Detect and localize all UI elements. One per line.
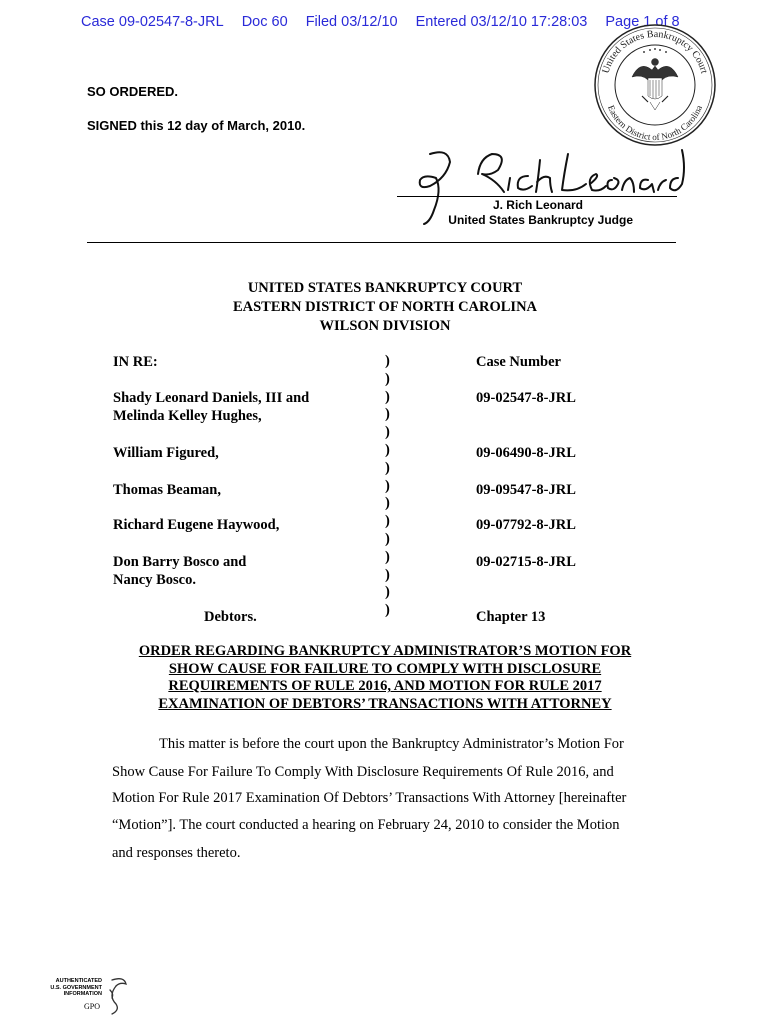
chapter-label: Chapter 13 bbox=[476, 609, 546, 625]
caption-paren: ) bbox=[385, 424, 390, 441]
body-line-4: “Motion”]. The court conducted a hearing on February 24, 2010 to consider the Motion bbox=[112, 817, 620, 833]
entered-date-stamp: Entered 03/12/10 17:28:03 bbox=[415, 14, 588, 30]
order-title bbox=[0, 643, 770, 713]
order-title-line-1: ORDER REGARDING BANKRUPTCY ADMINISTRATOR’S MOTION FOR bbox=[138, 643, 632, 659]
section-divider bbox=[87, 242, 676, 243]
caption-paren: ) bbox=[385, 406, 390, 423]
svg-text:United States Bankruptcy Court: United States Bankruptcy Court bbox=[600, 28, 710, 75]
svg-text:Eastern District of North Caro: Eastern District of North Carolina bbox=[605, 103, 704, 143]
body-line-5: and responses thereto. bbox=[112, 845, 241, 861]
court-division: WILSON DIVISION bbox=[319, 318, 451, 334]
party-1-case-number: 09-02547-8-JRL bbox=[476, 390, 576, 406]
caption-paren: ) bbox=[385, 441, 390, 458]
court-district: EASTERN DISTRICT OF NORTH CAROLINA bbox=[232, 299, 538, 315]
party-2-line-1: William Figured, bbox=[113, 445, 219, 461]
body-line-3: Motion For Rule 2017 Examination Of Debtors’ Transactions With Attorney [hereinafter bbox=[112, 790, 627, 806]
caption-paren: ) bbox=[385, 477, 390, 494]
party-5-line-1: Don Barry Bosco and bbox=[113, 554, 247, 570]
caption-paren: ) bbox=[385, 530, 390, 547]
party-5-case-number: 09-02715-8-JRL bbox=[476, 554, 576, 570]
caption-paren: ) bbox=[385, 548, 390, 565]
debtors-label: Debtors. bbox=[204, 609, 257, 625]
party-1-line-1: Shady Leonard Daniels, III and bbox=[113, 390, 310, 406]
order-title-line-2: SHOW CAUSE FOR FAILURE TO COMPLY WITH DISCLOSURE bbox=[168, 660, 602, 677]
court-seal-icon bbox=[592, 22, 718, 148]
case-number-stamp: Case 09-02547-8-JRL bbox=[81, 14, 224, 30]
caption-paren: ) bbox=[385, 459, 390, 476]
in-re-label: IN RE: bbox=[113, 354, 158, 370]
case-number-label: Case Number bbox=[476, 354, 561, 370]
party-2-case-number: 09-06490-8-JRL bbox=[476, 445, 576, 461]
filed-date-stamp: Filed 03/12/10 bbox=[305, 14, 398, 30]
party-3-line-1: Thomas Beaman, bbox=[113, 482, 221, 498]
page-count-stamp: Page 1 of 8 bbox=[605, 14, 680, 30]
caption-paren: ) bbox=[385, 370, 390, 387]
body-line-1: This matter is before the court upon the Bankruptcy Administrator’s Motion For bbox=[159, 736, 624, 752]
body-line-2: Show Cause For Failure To Comply With Disclosure Requirements Of Rule 2016, and bbox=[112, 764, 614, 780]
caption-paren: ) bbox=[385, 388, 390, 405]
so-ordered-line: SO ORDERED. bbox=[87, 84, 179, 99]
party-4-line-1: Richard Eugene Haywood, bbox=[113, 517, 280, 533]
order-title-line-3: REQUIREMENTS OF RULE 2016, AND MOTION FOR RULE 2017 bbox=[168, 678, 602, 694]
party-5-line-2: Nancy Bosco. bbox=[113, 572, 196, 588]
caption-paren: ) bbox=[385, 566, 390, 583]
ecf-header-stamp bbox=[81, 14, 680, 30]
gpo-label: GPO bbox=[84, 1002, 101, 1011]
caption-paren: ) bbox=[385, 513, 390, 530]
signed-date-line: SIGNED this 12 day of March, 2010. bbox=[87, 118, 306, 133]
caption-paren: ) bbox=[385, 602, 390, 619]
caption-paren-column bbox=[385, 353, 390, 620]
judge-title: United States Bankruptcy Judge bbox=[448, 213, 633, 227]
party-3-case-number: 09-09547-8-JRL bbox=[476, 482, 576, 498]
caption-paren: ) bbox=[385, 353, 390, 369]
signature-line bbox=[397, 196, 677, 197]
order-title-line-4: EXAMINATION OF DEBTORS’ TRANSACTIONS WITH ATTORNEY bbox=[158, 695, 612, 712]
caption-paren: ) bbox=[385, 495, 390, 512]
caption-paren: ) bbox=[385, 584, 390, 601]
gpo-authenticated-label: AUTHENTICATED U.S. GOVERNMENT INFORMATION bbox=[50, 978, 102, 997]
judge-name: J. Rich Leonard bbox=[492, 198, 583, 212]
party-1-line-2: Melinda Kelley Hughes, bbox=[113, 408, 262, 424]
court-name: UNITED STATES BANKRUPTCY COURT bbox=[247, 280, 523, 296]
doc-number-stamp: Doc 60 bbox=[241, 14, 288, 30]
gpo-eagle-icon bbox=[44, 974, 130, 1018]
party-4-case-number: 09-07792-8-JRL bbox=[476, 517, 576, 533]
